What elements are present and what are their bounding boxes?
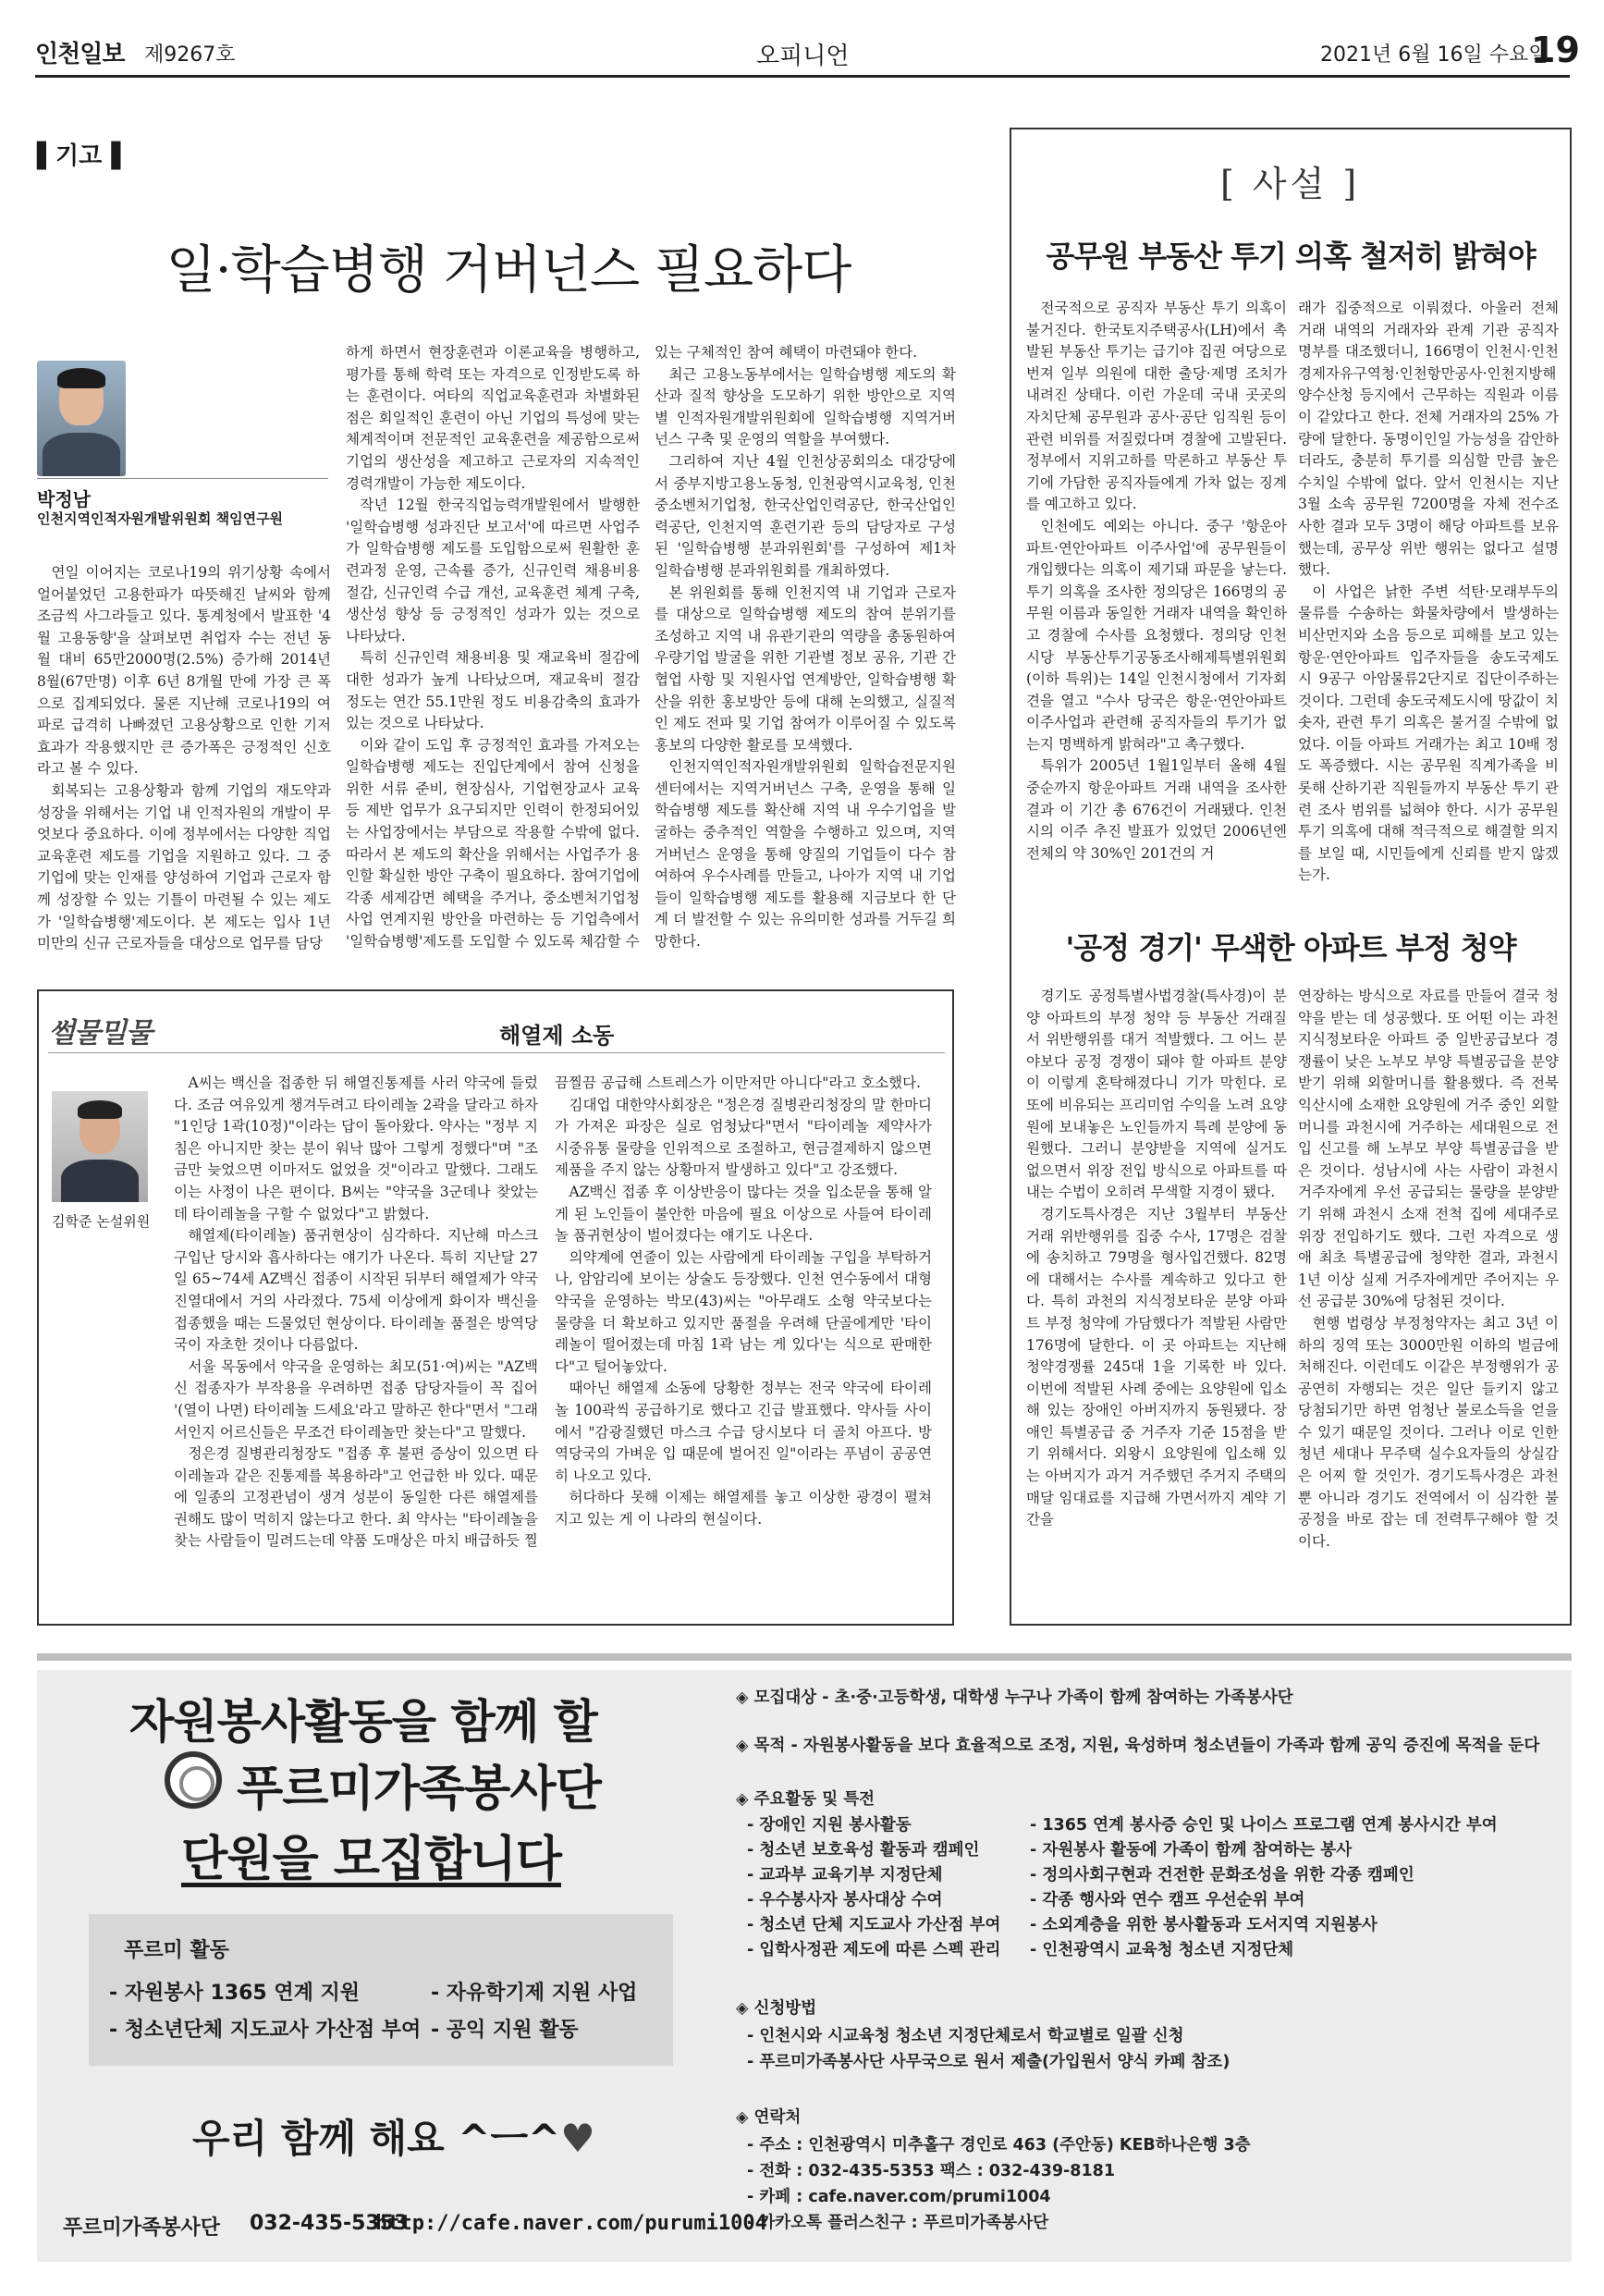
benefit-item: - 장애인 지원 봉사활동 (747, 1816, 912, 1835)
activity-title: 푸르미 활동 (124, 1939, 229, 1962)
paragraph: 경기도특사경은 지난 3월부터 부동산 거래 위반행위를 집중 수사, 17명은 검찰에 송치하고 79명을 형사입건했다. 82명에 대해서는 수사를 계속하고 있다고 한다. 특히 과천의 지식정보타운 분양 아파트 부정 청약에 가담했다가 적발된 사람만 176명에 달한다. 이 곳 아파트는 지난해 청약경쟁률 245대 1을 기록한 바 있다. 이번에 적발된 사례 중에는 요양원에 입소해 있는 장애인 아버지까지 동원됐다. 장애인 특별공급 중 거주자 기준 15점을 받기 위해서다. 외왕시 요양원에 입소해 있는 아버지가 과거 거주했던 주거지 주택의 매달 임대료를 지급해 가면서까지 계약 기간을 (1026, 1205, 1287, 1529)
paragraph: 김대업 대한약사회장은 "정은경 질병관리청장의 말 한마디가 가져온 파장은 실로 엄청났다"면서 "타이레놀 제약사가 시중유통 물량을 인위적으로 조절하고, 현금결제하지 않으면 제품을 주지 않는 상황마저 발생하고 있다"고 강조했다. (555, 1096, 932, 1179)
paragraph: 이 사업은 낡한 주변 석탄·모래부두의 물류를 수송하는 화물차량에서 발생하는 비산먼지와 소음 등으로 피해를 보고 있는 항운·연안아파트 입주자들을 송도국제도시 9공구 아암물류2단지로 집단이주하는 것이다. 그런데 송도국제도시에 땅값이 치솟자, 관련 투기 의혹은 불거질 수밖에 없었다. 이들 아파트 거래가는 최고 10배 정도 폭증했다. 시는 공무원 직계가족을 비롯해 산하기관 직원들까지 부동산 투기 관련 조사 범위를 넓혀야 한다. 시가 공무원 투기 의혹에 대해 적극적으로 해결할 의지를 보일 때, 시민들에게 신뢰를 받지 않겠는가. (1298, 583, 1559, 884)
paragraph: 인천에도 예외는 아니다. 중구 '항운아파트·연안아파트 이주사업'에 공무원들이 개입했다는 의혹이 제기돼 파문을 낳는다. 투기 의혹을 조사한 정의당은 166명의 공무원 이름과 동일한 거래자 내역을 확인하고 경찰에 수사를 요청했다. 정의당 인천시당 부동산투기공동조사해제특별위원회(이하 특위)는 14일 인천시청에서 기자회견을 열고 "수사 당국은 항운·연안아파트 이주사업과 관련해 공직자들의 투기가 없는지 명백하게 밝혀라"고 촉구했다. (1026, 517, 1287, 753)
benefit-item: - 인천광역시 교육청 청소년 지정단체 (1030, 1941, 1294, 1959)
activity-item: - 자유학기제 지원 사업 (431, 1982, 638, 2005)
paragraph: 경기도 공정특별사법경찰(특사경)이 분양 아파트의 부정 청약 등 부동산 거래질서 위반행위를 대거 적발했다. 그 어느 분야보다 공정 경쟁이 돼야 할 아파트 분양이 이렇게 혼탁해졌다니 기가 막힌다. 로또에 비유되는 프리미엄 수익을 노려 요양원에 보내놓은 노인들까지 특례 분양에 동원했다. 그러니 분양받을 지역에 실거도 없으면서 위장 전입 방식으로 아파트를 따내는 수법이 오히려 무색할 지경이 됐다. (1026, 988, 1287, 1201)
paragraph: 의약계에 연줄이 있는 사람에게 타이레놀 구입을 부탁하거나, 암암리에 보이는 상술도 등장했다. 인천 연수동에서 대형 약국을 운영하는 박모(43)씨는 "아무래도 소형 약국보다는 물량을 더 확보하고 있지만 품절을 우려해 단골에게만 '타이레놀이 떨어졌는데 마침 1곽 남는 게 있다'는 식으로 판매한다"고 털어놓았다. (555, 1248, 932, 1375)
contact-item: - 카카오톡 플러스친구 : 푸르미가족봉사단 (747, 2214, 1049, 2232)
paragraph: 서울 목동에서 약국을 운영하는 최모(51·여)씨는 "AZ백신 접종자가 부작용을 우려하면 접종 담당자들이 꼭 집어 '(열이 나면) 타이레놀 드세요'라고 말하곤 한다"면서 "그래서인지 어르신들은 무조건 타이레놀만 찾는다"고 말했다. (174, 1357, 538, 1441)
benefit-item: - 청소년 보호육성 활동과 캠페인 (747, 1841, 980, 1860)
activity-item: - 청소년단체 지도교사 가산점 부여 (109, 2019, 422, 2042)
oped-column-2 (346, 342, 640, 971)
editorial-1-column-2 (1298, 298, 1559, 899)
slogan-text: 우리 함께 해요 ^ㅡ^ (192, 2116, 561, 2161)
oped-title: 일·학습병행 거버넌스 필요하다 (165, 240, 851, 301)
paragraph: 작년 12월 한국직업능력개발원에서 발행한 '일학습병행 성과진단 보고서'에 따르면 사업주가 일학습병행 제도를 도입함으로써 원활한 훈련과정 운영, 근속률 증가, 신규인력 채용비용 절감, 신규인력 수급 개선, 교육훈련 체계 구축, 생산성 향상 등 긍정적인 성과가 있는 것으로 나타났다. (346, 497, 640, 645)
paragraph: 특위가 2005년 1월1일부터 올해 4월 중순까지 항운아파트 거래 내역을 조사한 결과 이 기간 총 676건이 거래됐다. 인천시의 이주 추진 발표가 있었던 2006년엔 전체의 약 30%인 201건의 거 (1026, 757, 1287, 862)
column-title: 해열제 소동 (499, 1023, 615, 1049)
ad-contact-title: ◈ 연락처 (736, 2108, 802, 2127)
paragraph: 이와 같이 도입 후 긍정적인 효과를 가져오는 일학습병행 제도는 진입단계에서 참여 신청을 위한 서류 준비, 현장심사, 기업현장교사 교육 등 제반 업무가 요구되지만 인력이 한정되어있는 사업장에서는 부담으로 작용할 수밖에 없다. 따라서 본 제도의 확산을 위해서는 사업주가 용인할 확실한 방안 구축이 필요하다. 참여기업에 각종 세제감면 혜택을 주거나, 중소벤처기업청 사업 연계지원 방안을 마련하는 등 기업측에서 '일학습병행'제도를 도입할 수 있도록 체감할 수 (346, 736, 640, 951)
ad-footer-phone: 032-435-5353 (250, 2212, 409, 2235)
editorial-2-title: '공정 경기' 무색한 아파트 부정 청약 (1065, 930, 1516, 965)
benefit-item: - 우수봉사자 봉사대상 수여 (747, 1891, 943, 1909)
ad-divider (37, 1653, 1572, 1661)
ad-footer-name: 푸르미가족봉사단 (63, 2216, 221, 2240)
ad-headline-1: 자원봉사활동을 함께 할 (129, 1695, 597, 1749)
editorial-label: [ 사설 ] (1220, 164, 1361, 204)
benefit-item: - 정의사회구현과 건전한 문화조성을 위한 각종 캠페인 (1030, 1866, 1414, 1885)
benefit-item: - 각종 행사와 연수 캠프 우선순위 부여 (1030, 1891, 1305, 1909)
author-affiliation: 인천지역인적자원개발위원회 책임연구원 (37, 510, 284, 527)
page-number: 19 (1531, 30, 1580, 70)
oped-column-1 (37, 562, 331, 969)
activity-item: - 공익 지원 활동 (431, 2019, 579, 2042)
masthead (35, 30, 1580, 78)
author-divider (37, 478, 328, 479)
paragraph: 인천지역인적자원개발위원회 일학습전문지원센터에서는 지역거버넌스 구축, 운영을 통해 일학습병행 제도를 확산해 지역 내 우수기업을 발굴하는 중추적인 역할을 수행하고 있으며, 지역거버넌스 운영을 통해 양질의 기업들이 다수 참여하여 우수사례를 만들고, 나아가 지역 내 기업들이 일학습병행 제도를 활용해 지금보다 한 단계 더 발전할 수 있는 유의미한 성과를 거두길 희망한다. (655, 758, 956, 951)
ad-apply-title: ◈ 신청방법 (736, 1999, 817, 2018)
paragraph: 하게 하면서 현장훈련과 이론교육을 병행하고, 평가를 통해 학력 또는 자격으로 인정받도록 하는 훈련이다. 여타의 직업교육훈련과 차별화된 점은 회일적인 훈련이 아닌 기업의 특성에 맞는 체계적이며 전문적인 교육훈련을 제공함으로써 기업의 생산성을 제고하고 근로자의 지속적인 경력개발이 가능한 제도이다. (346, 344, 640, 492)
paragraph: 전국적으로 공직자 부동산 투기 의혹이 불거진다. 한국토지주택공사(LH)에서 촉발된 부동산 투기는 급기야 집권 여당으로 번져 일부 의원에 대한 출당·제명 조치가 내려진 상태다. 이런 가운데 국내 곳곳의 자치단체 공무원과 공사·공단 임직원 등이 관련 비위를 저질렀다며 경찰에 고발된다. 정부에서 지위고하를 막론하고 부동산 투기에 가담한 공직자들에게 가차 없는 징계를 예고하고 있다. (1026, 300, 1287, 513)
ad-headline-3: 단원을 모집합니다 (181, 1832, 561, 1887)
benefit-item: - 청소년 단체 지도교사 가산점 부여 (747, 1916, 1001, 1934)
section-name: 오피니언 (756, 43, 850, 70)
ad-slogan (192, 2108, 595, 2164)
paragraph: 해열제(타이레놀) 품귀현상이 심각하다. 지난해 마스크 구입난 당시와 흡사하다는 얘기가 나온다. 특히 지난달 27일 65~74세 AZ백신 접종이 시작된 뒤부터 해열제가 약국 진열대에서 거의 사라졌다. 75세 이상에게 화이자 백신을 접종했을 때는 드물었던 현상이다. 타이레놀 품절은 방역당국이 자초한 것이나 다름없다. (174, 1227, 538, 1354)
oped-column-3 (655, 342, 956, 971)
paragraph: 허다하다 못해 이제는 해열제를 놓고 이상한 광경이 펼쳐지고 있는 게 이 나라의 현실이다. (555, 1489, 932, 1528)
paragraph: 정은경 질병관리청장도 "접종 후 불편 증상이 있으면 타이레놀과 같은 진통제를 복용하라"고 언급한 바 있다. 때문에 일종의 고정관념이 생겨 성분이 동일한 다른 해열제를 권해도 많이 먹히지 않는다고 한다. 최 약사는 "타이레놀을 찾는 사람들이 밀려드는데 약품 도매상은 마치 배급하듯 찔 (174, 1445, 538, 1550)
publication-date: 2021년 6월 16일 수요일 (1320, 43, 1549, 67)
apply-item: - 푸르미가족봉사단 사무국으로 원서 제출(가입원서 양식 카페 참조) (747, 2053, 1231, 2071)
editorial-2-column-1 (1026, 986, 1287, 1615)
benefit-item: - 자원봉사 활동에 가족이 함께 참여하는 봉사 (1030, 1841, 1353, 1860)
benefit-item: - 1365 연계 봉사증 승인 및 나이스 프로그램 연계 봉사시간 부여 (1030, 1816, 1498, 1835)
ad-benefits-title: ◈ 주요활동 및 특전 (736, 1790, 875, 1809)
heart-icon: ♥ (560, 2116, 595, 2161)
paragraph: 본 위원회를 통해 인천지역 내 기업과 근로자를 대상으로 일학습병행 제도의 참여 분위기를 조성하고 지역 내 유관기관의 역량을 총동원하여 우량기업 발굴을 위한 기관별 정보 공유, 기관 간 협업 사항 및 지원사업 연계방안, 일학습병행 확산을 위한 홍보방안 등에 대해 논의했고, 실질적인 제도 전파 및 기업 참여가 이루어질 수 있도록 홍보의 다양한 활로를 모색했다. (655, 583, 956, 754)
paragraph: 회복되는 고용상황과 함께 기업의 재도약과 성장을 위해서는 기업 내 인적자원의 개발이 무엇보다 중요하다. 이에 정부에서는 다양한 직업교육훈련 제도를 기업을 지원하고 있다. 그 중 기업에 맞는 인재를 양성하여 기업과 근로자 함께 성장할 수 있는 기틀이 마련될 수 있는 제도가 '일학습병행'제도이다. 본 제도는 입사 1년 미만의 신규 근로자들을 대상으로 업무를 담당 (37, 781, 331, 952)
paragraph: 연일 이어지는 코로나19의 위기상황 속에서 얼어붙었던 고용한파가 따뜻해진 날씨와 함께 조금씩 사그라들고 있다. 통계청에서 발표한 '4월 고용동향'을 살펴보면 취업자 수는 전년 동월 대비 65만2000명(2.5%) 증가해 2014년 8월(67만명) 이후 6년 8개월 만에 가장 큰 폭으로 집계되었다. 물론 지난해 코로나19의 여파로 급격히 나빠졌던 고용상황으로 인한 기저효과가 작용했지만 큰 증가폭은 긍정적인 신호라고 볼 수 있다. (37, 564, 331, 778)
benefit-item: - 입학사정관 제도에 따른 스펙 관리 (747, 1941, 1001, 1959)
editorial-1-title: 공무원 부동산 투기 의혹 철저히 밝혀야 (1046, 239, 1536, 274)
column-text-1 (174, 1073, 538, 1616)
column-logo: 썰물밀물 (48, 1017, 152, 1050)
activity-item: - 자원봉사 1365 연계 지원 (109, 1982, 361, 2005)
contact-item: - 전화 : 032-435-5353 팩스 : 032-439-8181 (747, 2162, 1116, 2180)
editorial-1-column-1 (1026, 298, 1287, 899)
author-name: 박정남 (37, 488, 91, 510)
paragraph: 최근 고용노동부에서는 일학습병행 제도의 확산과 질적 향상을 도모하기 위한 방안으로 지역별 인적자원개발위원회에 일학습병행 지역거버넌스 구축 및 운영의 역할을 부여했다. (655, 365, 956, 448)
emblem-icon (165, 1751, 222, 1809)
paragraph: AZ백신 접종 후 이상반응이 많다는 것을 입소문을 통해 알게 된 노인들이 불안한 마음에 필요 이상으로 사들여 타이레놀 품귀현상이 벌어졌다는 얘기도 나온다. (555, 1183, 932, 1245)
paragraph: 래가 집중적으로 이뤄졌다. 아울러 전체 거래 내역의 거래자와 관계 기관 공직자 명부를 대조했더니, 166명이 인천시·인천경제자유구역청·인천항만공사·인천지방해양수산청 등지에서 근무하는 직원과 이름이 같았다고 한다. 전체 거래자의 25% 가량에 달한다. 동명이인일 가능성을 감안하더라도, 충분히 투기를 의심할 만큼 높은 수치일 수밖에 없다. 앞서 인천시는 지난 3월 소속 공무원 7200명을 자체 전수조사한 결과 모두 3명이 해당 아파트를 보유했는데, 공무상 위반 행위는 없다고 설명했다. (1298, 300, 1559, 579)
benefit-item: - 소외계층을 위한 봉사활동과 도서지역 지원봉사 (1030, 1916, 1377, 1934)
ad-recruit: ◈ 모집대상 - 초·중·고등학생, 대학생 누구나 가족이 함께 참여하는 가족봉사단 (736, 1688, 1293, 1707)
oped-tag: ▌기고▐ (37, 142, 121, 170)
paragraph: 특히 신규인력 채용비용 및 재교육비 절감에 대한 성과가 높게 나타났으며, 재교육비 절감 정도는 연간 55.1만원 정도 비용감축의 효과가 있는 것으로 나타났다. (346, 649, 640, 732)
paper-name: 인천일보 (35, 41, 125, 68)
contact-item: - 주소 : 인천광역시 미추홀구 경인로 463 (주안동) KEB하나은행 3층 (747, 2136, 1251, 2155)
columnist-name: 김학준 논설위원 (52, 1213, 151, 1230)
apply-item: - 인천시와 시교육청 청소년 지정단체로서 학교별로 일괄 신청 (747, 2027, 1184, 2045)
paragraph: 있는 구체적인 참여 혜택이 마련돼야 한다. (655, 344, 918, 361)
author-photo (37, 361, 126, 476)
editorial-2-column-2 (1298, 986, 1559, 1615)
paragraph: 현행 법령상 부정청약자는 최고 3년 이하의 징역 또는 3000만원 이하의 벌금에 처해진다. 이런데도 이같은 부정행위가 공공연히 자행되는 것은 일단 들키지 않고 당첨되기만 하면 엄청난 불로소득을 얻을 수 있기 때문일 것이다. 그러나 이로 인한 청년 세대나 무주택 실수요자들의 상실감은 어찌 할 것인가. 경기도특사경은 과천 뿐 아니라 경기도 전역에서 이 심각한 불공정을 바로 잡는 데 전력투구해야 할 것이다. (1298, 1314, 1559, 1550)
benefit-item: - 교과부 교육기부 지정단체 (747, 1866, 943, 1885)
paragraph: 끔찔끔 공급해 스트레스가 이만저만 아니다"라고 호소했다. (555, 1074, 922, 1091)
paragraph: 때아닌 해열제 소동에 당황한 정부는 전국 약국에 타이레놀 100곽씩 공급하기로 했다고 긴급 발표했다. 약사들 사이에서 "감광질했던 마스크 수급 당시보다 더 골치 아프다. 방역당국의 가벼운 입 때문에 벌어진 일"이라는 푸념이 공공연히 나오고 있다. (555, 1380, 932, 1484)
ad-purpose: ◈ 목적 - 자원봉사활동을 보다 효율적으로 조정, 지원, 육성하며 청소년들이 가족과 함께 공익 증진에 목적을 둔다 (736, 1737, 1540, 1755)
column-text-2 (555, 1073, 932, 1616)
column-divider (48, 1052, 945, 1053)
paragraph: A씨는 백신을 접종한 뒤 해열진통제를 사러 약국에 들렀다. 조금 여유있게 챙겨두려고 타이레놀 2곽을 달라고 하자 "1인당 1곽(10정)"이라는 답이 돌아왔다. 약사는 "정부 지침은 아니지만 찾는 분이 워낙 많아 그렇게 정했다"며 "조금만 늦었으면 이마저도 없었을 것"이라고 말했다. 그래도 이는 사정이 나은 편이다. B씨는 "약국을 3군데나 찾았는데 타이레놀을 구할 수 없었다"고 밝혔다. (174, 1074, 538, 1222)
paragraph: 그리하여 지난 4월 인천상공회의소 대강당에서 중부지방고용노동청, 인천광역시교육청, 인천중소벤처기업청, 한국산업인력공단, 한국산업인력공단, 인천지역 훈련기관 등의 담당자로 구성된 '일학습병행 분과위원회'를 구성하여 제1차 일학습병행 분과위원회를 개최하였다. (655, 452, 956, 579)
ad-headline-2: 푸르미가족봉사단 (237, 1762, 601, 1817)
columnist-photo (52, 1091, 148, 1202)
ad-footer-url: http://cafe.naver.com/purumi1004 (375, 2212, 767, 2235)
paragraph: 연장하는 방식으로 자료를 만들어 결국 청약을 받는 데 성공했다. 또 어떤 이는 과천 지식정보타운 아파트 중 일반공급보다 경쟁률이 낮은 노부모 부양 특별공급을 분양 받기 위해 외할머니를 활용했다. 즉 전북익산시에 소재한 요양원에 거주 중인 외할머니를 과천시에 거주하는 세대원으로 전입 신고를 해 노부모 부양 특별공급을 받은 것이다. 성남시에 사는 사람이 과천시 거주자에게 우선 공급되는 물량을 분양받기 위해 과천시 소재 전척 집에 세대주로 위장 전입하기도 했다. 그런 자격으로 생애 최초 특별공급에 청약한 결과, 과천시 1년 이상 실제 거주자에게만 주어지는 우선 공급분 30%에 당첨된 것이다. (1298, 988, 1559, 1310)
contact-item: - 카페 : cafe.naver.com/prumi1004 (747, 2188, 1051, 2206)
issue-number: 제9267호 (144, 43, 236, 67)
